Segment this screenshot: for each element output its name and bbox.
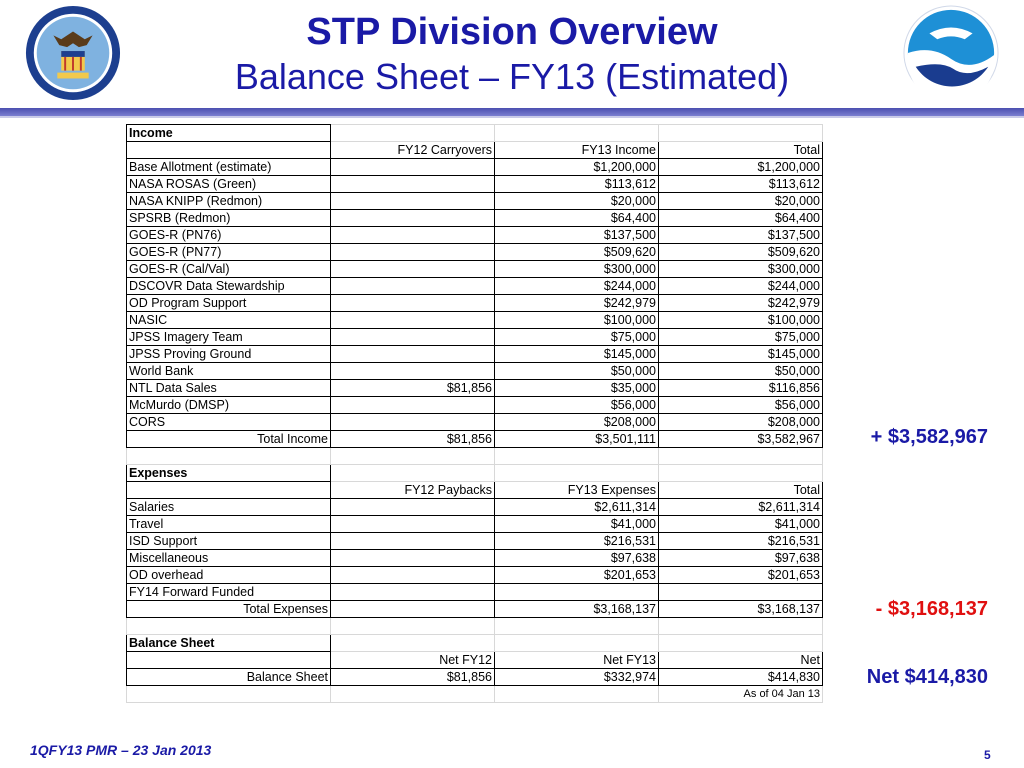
fy13-income-value: $300,000 bbox=[495, 261, 659, 278]
empty-cell bbox=[659, 635, 823, 652]
carryover-value bbox=[331, 346, 495, 363]
income-column-header: FY12 Carryovers bbox=[331, 142, 495, 159]
carryover-value bbox=[331, 363, 495, 380]
fy13-expense-value: $97,638 bbox=[495, 550, 659, 567]
empty-cell bbox=[331, 448, 495, 465]
payback-value bbox=[331, 584, 495, 601]
empty-cell bbox=[659, 618, 823, 635]
total-value: $300,000 bbox=[659, 261, 823, 278]
empty-cell bbox=[331, 686, 495, 703]
fy13-expense-value: $41,000 bbox=[495, 516, 659, 533]
row-label: NASA KNIPP (Redmon) bbox=[127, 193, 331, 210]
total-value: $75,000 bbox=[659, 329, 823, 346]
fy13-income-value: $20,000 bbox=[495, 193, 659, 210]
total-value: $509,620 bbox=[659, 244, 823, 261]
header-rule-light bbox=[0, 116, 1024, 118]
total-value: $20,000 bbox=[659, 193, 823, 210]
empty-cell bbox=[495, 686, 659, 703]
carryover-value bbox=[331, 227, 495, 244]
carryover-value: $81,856 bbox=[331, 380, 495, 397]
fy13-income-value: $50,000 bbox=[495, 363, 659, 380]
row-label: Base Allotment (estimate) bbox=[127, 159, 331, 176]
spacer-row bbox=[127, 448, 823, 465]
net-callout: Net $414,830 bbox=[866, 666, 988, 688]
table-row bbox=[127, 414, 823, 431]
carryover-value bbox=[331, 295, 495, 312]
total-value: $2,611,314 bbox=[659, 499, 823, 516]
table-row bbox=[127, 363, 823, 380]
carryover-value bbox=[331, 397, 495, 414]
row-label: GOES-R (Cal/Val) bbox=[127, 261, 331, 278]
total-value: $1,200,000 bbox=[659, 159, 823, 176]
row-label: GOES-R (PN77) bbox=[127, 244, 331, 261]
total-expenses-label: Total Expenses bbox=[127, 601, 331, 618]
payback-value bbox=[331, 516, 495, 533]
table-row bbox=[127, 278, 823, 295]
empty-cell bbox=[127, 142, 331, 159]
empty-cell bbox=[495, 618, 659, 635]
table-row bbox=[127, 193, 823, 210]
empty-cell bbox=[127, 448, 331, 465]
income-column-header: FY13 Income bbox=[495, 142, 659, 159]
empty-cell bbox=[495, 465, 659, 482]
table-body bbox=[127, 125, 823, 703]
empty-cell bbox=[495, 448, 659, 465]
row-label: Travel bbox=[127, 516, 331, 533]
balance-row bbox=[127, 669, 823, 686]
row-label: NASA ROSAS (Green) bbox=[127, 176, 331, 193]
total-value: $100,000 bbox=[659, 312, 823, 329]
table-row bbox=[127, 176, 823, 193]
fy13-expense-value: $216,531 bbox=[495, 533, 659, 550]
total-value: $201,653 bbox=[659, 567, 823, 584]
total-value: $244,000 bbox=[659, 278, 823, 295]
income-column-header-row bbox=[127, 142, 823, 159]
row-label: NTL Data Sales bbox=[127, 380, 331, 397]
total-income-label: Total Income bbox=[127, 431, 331, 448]
fy13-income-value: $113,612 bbox=[495, 176, 659, 193]
row-label: DSCOVR Data Stewardship bbox=[127, 278, 331, 295]
fy13-income-value: $208,000 bbox=[495, 414, 659, 431]
row-label: Miscellaneous bbox=[127, 550, 331, 567]
fy13-income-value: $509,620 bbox=[495, 244, 659, 261]
table-row bbox=[127, 550, 823, 567]
total-income-value: $3,582,967 bbox=[659, 431, 823, 448]
table-row bbox=[127, 312, 823, 329]
row-label: SPSRB (Redmon) bbox=[127, 210, 331, 227]
empty-cell bbox=[127, 482, 331, 499]
table-row bbox=[127, 227, 823, 244]
empty-cell bbox=[331, 618, 495, 635]
row-label: OD Program Support bbox=[127, 295, 331, 312]
balance-heading-row bbox=[127, 635, 823, 652]
total-payback-value bbox=[331, 601, 495, 618]
empty-cell bbox=[659, 125, 823, 142]
income-total-row bbox=[127, 431, 823, 448]
table-row bbox=[127, 584, 823, 601]
table-row bbox=[127, 380, 823, 397]
balance-column-header: Net FY13 bbox=[495, 652, 659, 669]
fy13-expense-value: $201,653 bbox=[495, 567, 659, 584]
total-value: $137,500 bbox=[659, 227, 823, 244]
row-label: JPSS Imagery Team bbox=[127, 329, 331, 346]
balance-column-header-row bbox=[127, 652, 823, 669]
empty-cell bbox=[127, 618, 331, 635]
total-fy13-income-value: $3,501,111 bbox=[495, 431, 659, 448]
table-row bbox=[127, 346, 823, 363]
carryover-value bbox=[331, 210, 495, 227]
total-value: $145,000 bbox=[659, 346, 823, 363]
expenses-total-row bbox=[127, 601, 823, 618]
page-number: 5 bbox=[984, 748, 991, 762]
empty-cell bbox=[331, 125, 495, 142]
table-row bbox=[127, 261, 823, 278]
payback-value bbox=[331, 567, 495, 584]
carryover-value bbox=[331, 414, 495, 431]
balance-heading: Balance Sheet bbox=[127, 635, 331, 652]
row-label: Salaries bbox=[127, 499, 331, 516]
row-label: ISD Support bbox=[127, 533, 331, 550]
income-callout: + $3,582,967 bbox=[870, 426, 988, 448]
empty-cell bbox=[127, 652, 331, 669]
payback-value bbox=[331, 550, 495, 567]
empty-cell bbox=[659, 465, 823, 482]
table-row bbox=[127, 499, 823, 516]
balance-label: Balance Sheet bbox=[127, 669, 331, 686]
income-heading: Income bbox=[127, 125, 331, 142]
row-label: GOES-R (PN76) bbox=[127, 227, 331, 244]
net-value: $414,830 bbox=[659, 669, 823, 686]
empty-cell bbox=[659, 448, 823, 465]
balance-column-header: Net FY12 bbox=[331, 652, 495, 669]
empty-cell bbox=[495, 125, 659, 142]
balance-column-header: Net bbox=[659, 652, 823, 669]
total-value bbox=[659, 584, 823, 601]
total-fy13-expenses-value: $3,168,137 bbox=[495, 601, 659, 618]
page-subtitle: Balance Sheet – FY13 (Estimated) bbox=[234, 56, 790, 97]
carryover-value bbox=[331, 159, 495, 176]
net-fy12-value: $81,856 bbox=[331, 669, 495, 686]
as-of-date: As of 04 Jan 13 bbox=[659, 686, 823, 703]
expenses-heading-row bbox=[127, 465, 823, 482]
total-value: $113,612 bbox=[659, 176, 823, 193]
fy13-income-value: $1,200,000 bbox=[495, 159, 659, 176]
fy13-income-value: $56,000 bbox=[495, 397, 659, 414]
row-label: FY14 Forward Funded bbox=[127, 584, 331, 601]
page-title: STP Division Overview bbox=[306, 11, 718, 53]
slide-header bbox=[0, 0, 1024, 108]
total-carryover-value: $81,856 bbox=[331, 431, 495, 448]
table-row bbox=[127, 244, 823, 261]
fy13-income-value: $64,400 bbox=[495, 210, 659, 227]
total-value: $56,000 bbox=[659, 397, 823, 414]
fy13-income-value: $145,000 bbox=[495, 346, 659, 363]
empty-cell bbox=[127, 686, 331, 703]
fy13-income-value: $35,000 bbox=[495, 380, 659, 397]
expenses-callout: - $3,168,137 bbox=[875, 598, 988, 620]
balance-sheet-table bbox=[126, 124, 823, 703]
table-row bbox=[127, 397, 823, 414]
fy13-income-value: $100,000 bbox=[495, 312, 659, 329]
header-rule bbox=[0, 108, 1024, 116]
row-label: McMurdo (DMSP) bbox=[127, 397, 331, 414]
carryover-value bbox=[331, 176, 495, 193]
empty-cell bbox=[331, 635, 495, 652]
income-heading-row bbox=[127, 125, 823, 142]
fy13-expense-value bbox=[495, 584, 659, 601]
table-row bbox=[127, 516, 823, 533]
fy13-income-value: $242,979 bbox=[495, 295, 659, 312]
expenses-column-header: FY12 Paybacks bbox=[331, 482, 495, 499]
carryover-value bbox=[331, 312, 495, 329]
expenses-heading: Expenses bbox=[127, 465, 331, 482]
carryover-value bbox=[331, 278, 495, 295]
table-row bbox=[127, 329, 823, 346]
payback-value bbox=[331, 533, 495, 550]
total-value: $216,531 bbox=[659, 533, 823, 550]
expenses-column-header-row bbox=[127, 482, 823, 499]
spacer-row bbox=[127, 618, 823, 635]
empty-cell bbox=[495, 635, 659, 652]
row-label: CORS bbox=[127, 414, 331, 431]
payback-value bbox=[331, 499, 495, 516]
table-row bbox=[127, 295, 823, 312]
total-value: $50,000 bbox=[659, 363, 823, 380]
total-value: $97,638 bbox=[659, 550, 823, 567]
table-row bbox=[127, 567, 823, 584]
total-value: $116,856 bbox=[659, 380, 823, 397]
total-value: $64,400 bbox=[659, 210, 823, 227]
expenses-column-header: FY13 Expenses bbox=[495, 482, 659, 499]
income-column-header: Total bbox=[659, 142, 823, 159]
row-label: OD overhead bbox=[127, 567, 331, 584]
carryover-value bbox=[331, 244, 495, 261]
table-row bbox=[127, 210, 823, 227]
total-value: $41,000 bbox=[659, 516, 823, 533]
carryover-value bbox=[331, 329, 495, 346]
row-label: NASIC bbox=[127, 312, 331, 329]
total-value: $208,000 bbox=[659, 414, 823, 431]
total-value: $242,979 bbox=[659, 295, 823, 312]
fy13-income-value: $75,000 bbox=[495, 329, 659, 346]
net-fy13-value: $332,974 bbox=[495, 669, 659, 686]
empty-cell bbox=[331, 465, 495, 482]
fy13-expense-value: $2,611,314 bbox=[495, 499, 659, 516]
carryover-value bbox=[331, 193, 495, 210]
carryover-value bbox=[331, 261, 495, 278]
fy13-income-value: $137,500 bbox=[495, 227, 659, 244]
noaa-logo-icon bbox=[902, 4, 1000, 102]
total-expenses-value: $3,168,137 bbox=[659, 601, 823, 618]
expenses-column-header: Total bbox=[659, 482, 823, 499]
fy13-income-value: $244,000 bbox=[495, 278, 659, 295]
table-row bbox=[127, 533, 823, 550]
as-of-row bbox=[127, 686, 823, 703]
table-row bbox=[127, 159, 823, 176]
footer-text: 1QFY13 PMR – 23 Jan 2013 bbox=[30, 742, 212, 758]
row-label: JPSS Proving Ground bbox=[127, 346, 331, 363]
row-label: World Bank bbox=[127, 363, 331, 380]
